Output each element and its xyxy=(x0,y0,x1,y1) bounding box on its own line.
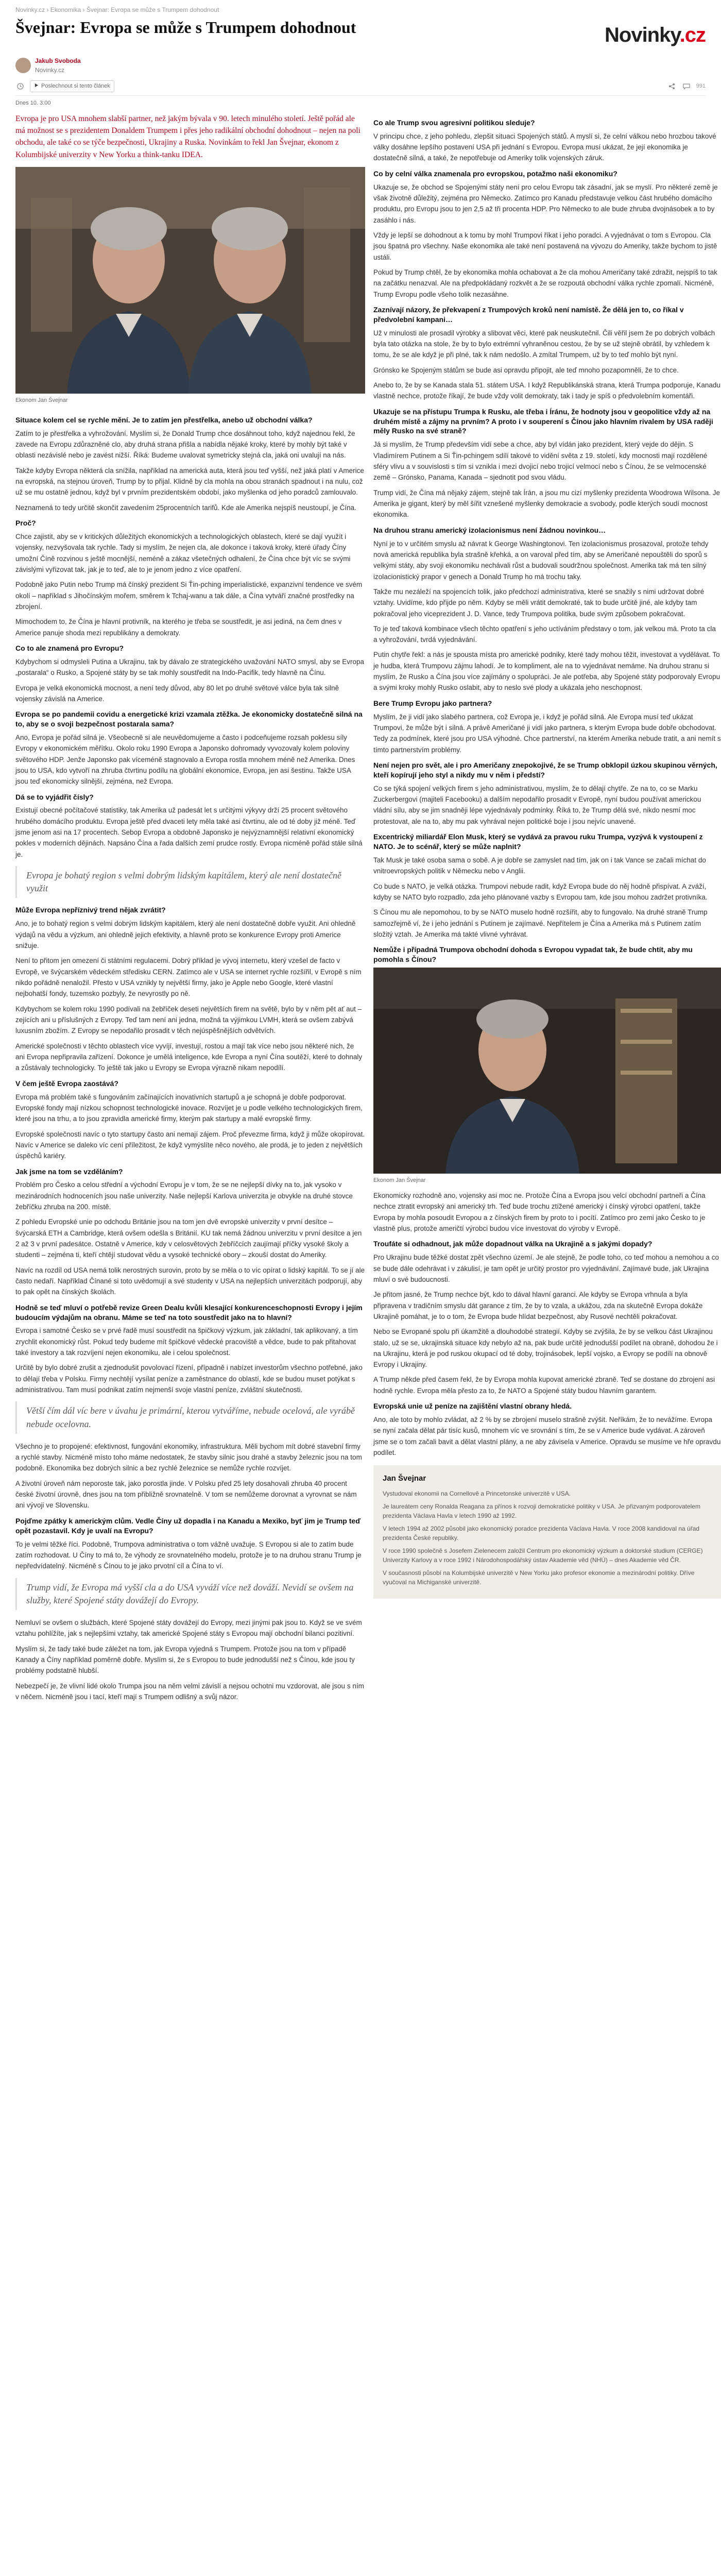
answer-paragraph: Ekonomicky rozhodně ano, vojensky asi moc ne. Protože Čína a Evropa jsou velcí obchodní partneři a Čína nechce ztratit evropský ani americký trh. Teď bude trochu ztížené americký i čínský výrobci opatření, takže Evropa by mohla posoudit Evropou a z čínských firem by proto to i pocítí. Zatímco pro zemi jako Česko to je vlastně plus, protože američtí výrobci budou více investovat do výroby v Evropě. xyxy=(373,1192,706,1232)
author-name[interactable]: Jakub Svoboda xyxy=(35,57,81,64)
answer-paragraph: Myslím si, že tady také bude záležet na tom, jak Evropa vyjedná s Trumpem. Protože jsou na tom v případě Kanady a Číny například poměrně dobře. Myslím si, že s Evropou to bude jednodušší než s Čínou, kde jsou ty problémy podstatně hlubší. xyxy=(15,1645,355,1675)
right-article-body-2 xyxy=(373,1190,721,1458)
interview-question: Co ale Trump svou agresivní politikou sleduje? xyxy=(373,118,535,127)
answer-paragraph: Už v minulosti ale prosadil výrobky a slibovat věci, které pak neuskutečnil. Čili věřil jsem že po dobrých volbách byla tato otázka na stole, že by to bylo extrémní vyhraněnou cestou, že by se už stejně obrátil, by vzhledem k tomu, že se ale když je při plné, tak k nám nedošlo. A zmítal Trumpem, už by to teď mohlo být nyní. xyxy=(373,329,715,359)
site-logo[interactable]: Novinky.cz xyxy=(605,23,706,46)
portrait-illustration xyxy=(15,167,365,394)
photo-caption: Ekonom Jan Švejnar xyxy=(15,397,68,403)
interview-question: Pojďme zpátky k americkým clům. Vedle Číny už dopadla i na Kanadu a Mexiko, byť jim je Trump teď opět pozastavil. Kdy je uvalí na Evropu? xyxy=(15,1516,361,1535)
portrait-illustration-2 xyxy=(373,968,721,1174)
listen-label: Poslechnout si tento článek xyxy=(41,82,110,89)
author-source: Novinky.cz xyxy=(35,66,65,74)
answer-paragraph: Všechno je to propojené: efektivnost, fungování ekonomiky, infrastruktura. Měli bychom mít dobré stavební firmy a rychlé stavby. Nicméně místo toho máme nedostatek, že stavby silnic jsou drahé a stavby železnic jsou na tom podobně. Ekonomika bez dobrých silnic a bez rychlé železnice se nemůže rychle rozvíjet. xyxy=(15,1442,362,1472)
article-toolbar xyxy=(15,78,706,96)
second-photo[interactable] xyxy=(373,968,721,1174)
right-article-body xyxy=(373,118,721,964)
answer-paragraph: S Čínou mu ale nepomohou, to by se NATO muselo hodně rozšířit, aby to fungovalo. Na druhé straně Trump samozřejmě ví, že i jeho jednání s Putinem je zajímavé. Nepřítelem je Čína a Amerika má s Putinem zatím složitý vztah. Je Amerika má takté vlivné vyhrávat. xyxy=(373,908,708,938)
answer-paragraph: Evropa má problém také s fungováním začínajících inovativních startupů a je schopná je dobře podporovat. Evropské fondy mají nízkou schopnost technologické inovace. Rozvíjet je u podle velkého technologických firem, které jsou na trhu, a to jsou zpravidla americké firmy, kterým pak startupy a malé evropské firmy. xyxy=(15,1093,363,1123)
share-icon[interactable] xyxy=(667,81,677,91)
answer-paragraph: Americké společnosti v těchto oblastech více vyvíjí, investují, rostou a mají tak více nebo jsou některé nich, že ani Evropa nepřipravila zařízení. Dokonce je umělá inteligence, kde Evropa a nyní Čína soutěží, které to dohnaly a zůstávaly technologicky. To ještě tak jako u Evropy se Evropa výrazně nikam nepodílí. xyxy=(15,1042,363,1072)
pull-quote: Evropa je bohatý region s velmi dobrým lidským kapitálem, který ale není dostatečně využit xyxy=(15,866,365,898)
breadcrumb[interactable]: Novinky.cz › Ekonomika › Švejnar: Evropa se může s Trumpem dohodnout xyxy=(15,6,219,13)
author-bio-box xyxy=(373,1465,721,1598)
answer-paragraph: Ano, ale toto by mohlo zvládat, až 2 % by se zbrojení muselo strašně zvýšit. Neříkám, že to nevážíme. Evropa se nyní začala dělat pár tisíc kusů, mnohem víc ve srovnání s tím, že se v Americe bude vydávat. A zároveň jsme se o tom začali bavit a dělat vlastní plány, a ne aby závisela v Americe. Opravdu se musíme ve hře opravdu podílet. xyxy=(373,1416,721,1457)
answer-paragraph: Takže mu nezáleží na spojencích tolik, jako předchozí administrativa, které se snažily s nimi udržovat dobré vztahy. Uvidíme, kdo přijde po něm. Kdyby se měli vrátit demokraté, tak to bude určitě jiné, ale kdyby tam pokračoval jeho viceprezident J. D. Vance, tedy Trumpova politika, bude svým způsobem pokračovat. xyxy=(373,587,705,618)
interview-question: Excentrický miliardář Elon Musk, který se vydává za pravou ruku Trumpa, vyzývá k vystoupení z NATO. Je to scénář, který se může naplnit? xyxy=(373,833,703,851)
interview-question: Není nejen pro svět, ale i pro Američany znepokojivé, že se Trump obklopil úzkou skupinou věrných, kteří kopírují jeho styl a nikdy mu v něm i předstí? xyxy=(373,761,717,779)
answer-paragraph: Kdybychom si odmysleli Putina a Ukrajinu, tak by dávalo ze strategického uvažování NATO smysl, aby se Evropa „postarala“ o Rusko, a Spojené státy by se tak mohly soustředit na Indo-Pacifik, tedy hlavně na Čínu. xyxy=(15,657,365,677)
answer-paragraph: A Trump někde před časem řekl, že by Evropa mohla kupovat americké zbraně. Teď se dostane do zbrojení asi hodně rychle. Evropa měla přesto za to, že NATO a Spojené státy budou hlavním garantem. xyxy=(373,1376,715,1395)
interview-question: Zaznívají názory, že překvapení z Trumpových kroků není namístě. Že dělá jen to, co říkal v předvolební kampani… xyxy=(373,305,684,324)
play-icon xyxy=(34,82,39,91)
article-columns xyxy=(15,113,721,1706)
header xyxy=(15,15,706,56)
answer-paragraph: Z pohledu Evropské unie po odchodu Británie jsou na tom jen dvě evropské univerzity v první desítce – švýcarská ETH a Cambridge, která ovšem odešla s Británií. KU tak nemá žádnou univerzitu v první desítce a jen 2 až 3 v první padesátce. Ostatně v Americe, kdy v celosvětových žebříčcích zaujímají příčky vysoké školy a studenti – zejména ti, kteří chtějí studovat vědu a vysoké technické obory – zkouší dostat do Ameriky. xyxy=(15,1218,362,1259)
clock-icon xyxy=(15,81,25,91)
answer-paragraph: A životní úroveň nám neporoste tak, jako porostla jinde. V Polsku před 25 lety dosahovali zhruba 40 procent české životní úrovně, dnes jsou na tom přibližně srovnatelně. V tom se nemůžeme dorovnat a vyrovnat se nám ani vývoji ve Slovensku. xyxy=(15,1479,357,1510)
interview-question: Bere Trump Evropu jako partnera? xyxy=(373,699,492,707)
interview-question: Proč? xyxy=(15,519,36,528)
page-bottom-spacer xyxy=(15,1706,706,1727)
answer-paragraph: Evropa je velká ekonomická mocnost, a není tedy důvod, aby 80 let po druhé světové válce byla tak silně vojensky závislá na Americe. xyxy=(15,684,339,703)
author-avatar[interactable] xyxy=(15,58,31,73)
interview-question: Nemůže i případná Trumpova obchodní dohoda s Evropou vypadat tak, že bude chtít, aby mu pomohla s Čínou? xyxy=(373,945,693,964)
answer-paragraph: Je přitom jasné, že Trump nechce být, kdo to dával hlavní garanci. Ale kdyby se Evropa vrhnula a byla připravena v tradičním smyslu dát garance z tím, že by to vzala, a ukážou, zda na skutečně Evropa dokáže Ukrajině pomáhat, je to o tom, že Evropa bude hlídat bezpečnost, aby Rusové nechtěli pokračovat. xyxy=(373,1291,703,1320)
answer-paragraph: Já si myslím, že Trump především vidí sebe a chce, aby byl vídán jako prezident, který vejde do dějin. S Vladimírem Putinem a Si Ťin-pchingem sdílí takové to vidění světa z 19. století, kdy mocnosti mají rozdělené sféry vlivu a v souvislosti s tím si vznikla i mezi dvojicí nebo trojicí velmocí nebo s Čínou, že se velmocenské země – Grónsko, Panama, Kanada – sjednotit pod svou vládu. xyxy=(373,440,708,482)
pull-quote: Trump vidí, že Evropa má vyšší cla a do USA vyváží více než dováží. Nevidí se ovšem na služby, které Spojené státy dovážejí do Evropy. xyxy=(15,1578,365,1610)
interview-question: Co by celní válka znamenala pro evropskou, potažmo naši ekonomiku? xyxy=(373,169,617,178)
answer-paragraph: Evropské společnosti navíc o tyto startupy často ani nemají zájem. Proč převezme firma, když ji může okopírovat. Navíc v Americe se daleko víc cení příležitost, že když vymýslíte něco nového, ale prodá, je to jeden z největších úspěchů kariéry. xyxy=(15,1130,365,1160)
interview-question: Na druhou stranu americký izolacionismus není žádnou novinkou… xyxy=(373,526,606,534)
answer-paragraph: Kdybychom se kolem roku 1990 podívali na žebříček deseti největších firem na světě, bylo by v něm pět ať aut – zejících ani u příslušných z Evropy. Teď tam není ani jedna, možná ta výjimkou LVMH, která se ovšem zabývá luxusním zbožím. Z Evropy se nepodařilo prosadit v těch nejúspěšnějších odvětvích. xyxy=(15,1005,362,1035)
answer-paragraph: Evropa i samotné Česko se v prvé řadě musí soustředit na špičkový výzkum, jak základní, tak aplikovaný, a tím zrychlit ekonomický růst. Pokud tedy budeme mít špičkové vědecké pracoviště a vědce, bude to pak přitahovat také investory a tak rozvíjení nejen ekonomiku, ale i celou společnost. xyxy=(15,1327,358,1357)
interview-question: Co to ale znamená pro Evropu? xyxy=(15,643,124,652)
answer-paragraph: Nemluví se ovšem o službách, které Spojené státy dovážejí do Evropy, mezi jinými pak jsou to. Když se ve svém vztahu pohlížíte, jak s nejlepšími vztahy, tak americké Spojené státy s Evropou mají obchodní bilanci pozitivní. xyxy=(15,1618,362,1638)
answer-paragraph: Mimochodem to, že Čína je hlavní protivník, na kterého je třeba se soustředit, je asi jediná, na čem dnes v Americe panuje shoda mezi republikány a demokraty. xyxy=(15,618,342,637)
bio-paragraph: Je laureátem ceny Ronalda Reagana za přínos k rozvoji demokratické politiky v USA. Je přizvaným podporovatelem prezidenta Václava Havla v letech 1990 až 1992. xyxy=(383,1502,700,1519)
bio-body xyxy=(383,1489,712,1587)
main-photo[interactable] xyxy=(15,167,365,394)
publish-date: Dnes 10. 3:00 xyxy=(15,99,51,106)
interview-question: Dá se to vyjádřit čísly? xyxy=(15,792,94,801)
interview-question: Evropská unie už peníze na zajištění vlastní obrany hledá. xyxy=(373,1402,572,1411)
answer-paragraph: Neznamená to tedy určitě skončit zavedením 25procentních tarifů. Kde ale Amerika nejspíš neustoupí, je Čína. xyxy=(15,503,356,512)
answer-paragraph: To je velmi těžké říci. Podobně, Trumpova administrativa o tom vážně uvažuje. S Evropou si ale to zatím bude zatím rozhodovat. U Číny to má to, že výhody ze srovnatelného modelu, protože je to na druhou stranu Trump je nepředvídatelný. Nicméně s Čínou to je jako prvotní cíl a Čína to ví. xyxy=(15,1540,362,1570)
bio-paragraph: Vystudoval ekonomii na Cornellově a Princetonské univerzitě v USA. xyxy=(383,1489,571,1497)
interview-question: Jak jsme na tom se vzděláním? xyxy=(15,1167,123,1176)
interview-question: V čem ještě Evropa zaostává? xyxy=(15,1079,118,1088)
answer-paragraph: Ukazuje se, že obchod se Spojenými státy není pro celou Evropu tak zásadní, jak se myslí. Pro některé země je však životně důležitý, zejména pro Německo. Zatímco pro Kanadu představuje velkou část hrubého domácího produktu, pro Evropu jsou to jen 2,5 až tři procenta HDP. Pro Německo to ale bude zhruba dvojnásobek a to by zasáhlo i nás. xyxy=(373,183,718,224)
answer-paragraph: Nebezpečí je, že vlivní lidé okolo Trumpa jsou na něm velmi závislí a nejsou ochotni mu vzdorovat, ale jsou s ním v něčem. Nicméně jsou i tací, kteří mají s Trumpem odlišný a svůj názor. xyxy=(15,1682,364,1701)
answer-paragraph: Existují obecné počítačové statistiky, tak Amerika už padesát let s určitými výkyvy drží 25 procent světového hrubého domácího produktu. Evropa ještě před dvaceti lety měla také asi čtvrtinu, ale od té doby již méně. Teď jsme jenom asi na 17 procentech. Sebop Evropa a obdobně Japonsko je nejvýznamnější relativní ekonomický pokles v moderních dějinách. Napsáno Čína a řada dalších zemí prudce rostly. Evropa nicméně pořád stále silná je. xyxy=(15,806,363,858)
interview-question: Ukazuje se na přístupu Trumpa k Rusku, ale třeba i Íránu, že hodnoty jsou v geopolitice vždy až na druhém místě a zájmy na prvním? A proto i v souperení s Čínou jako hlavním rivalem by USA raději měly Rusko na své straně? xyxy=(373,407,713,435)
answer-paragraph: Nyní je to v určitém smyslu až návrat k George Washingtonovi. Ten izolacionismus prosazoval, protože tehdy nová americká republika byla strašně křehká, a on varoval před tím, aby se Američané nepouštěli do sporů s velkými státy, aby svoji ekonomiku nechávali růst a budovali soudržnou společnost. Amerika tak má ten silný izolacionistický prapor v genech a Donald Trump ho má trochu taky. xyxy=(373,539,709,581)
answer-paragraph: Trump vidí, že Čína má nějaký zájem, stejně tak Írán, a jsou mu cizí myšlenky prezidenta Woodrowa Wilsona. Je Amerika je gigant, který by měl šířit vznešené myšlenky demokracie a svobody, podle kterých soudí mocnost ekonomika. xyxy=(373,488,720,519)
answer-paragraph: Co se týká spojení velkých firem s jeho administrativou, myslím, že to dělají chytře. Ze na to, co se Marku Zuckerbergovi (majiteli Facebooku) a dalším nepodařilo prosadit v Evropě, nyní budou používat americkou vládní sílu, aby se jim snadněji lépe vyjednávaly podmínky. Říká to, že Trump dělá své, nikdo nesmí moc protestovat, ale na to, aby mu pak vyhrával nejen politické boje i jsou nejvíc unavené. xyxy=(373,784,701,825)
author-block xyxy=(15,56,706,78)
answer-paragraph: Není to přitom jen omezení či státními regulacemi. Dobrý příklad je vývoj internetu, který vzešel de facto v Evropě, ve švýcarském vědeckém středisku CERN. Zatímco ale v USA se internet rychle rozšířil, v Evropě s ním nikdo pořádně nenaložil. Přesto v USA vznikly ty největší firmy, jako je Apple nebo Google, které vlastní nejbohatší fondy, tuzemsko pozbyly, že nevyrostly po ně. xyxy=(15,957,362,998)
bio-paragraph: V současnosti působí na Kolumbijské univerzitě v New Yorku jako profesor ekonomie a mezinárodní politiky. Dříve vyučoval na Michiganské univerzitě. xyxy=(383,1569,695,1586)
answer-paragraph: Ano, je to bohatý region s velmi dobrým lidským kapitálem, který ale není dostatečně dobře využit. Ani ohledně výdajů na vědu a výzkum, ani ohledně jejich efektivity, a hlavně proto se konkurence Evropy proti Americe snižuje. xyxy=(15,920,356,950)
article-title: Švejnar: Evropa se může s Trumpem dohodnout xyxy=(15,18,356,37)
listen-button[interactable] xyxy=(30,80,114,92)
answer-paragraph: Grónsko ke Spojeným státům se bude asi opravdu připojit, ale teď mnoho pozapomněli, že to chce. xyxy=(373,366,679,374)
bio-paragraph: V letech 1994 až 2002 působil jako ekonomický poradce prezidenta Václava Havla. V roce 2008 kandidoval na úřad prezidenta České republiky. xyxy=(383,1524,700,1541)
column-right xyxy=(373,113,721,1599)
comment-icon[interactable] xyxy=(682,81,691,91)
answer-paragraph: Problém pro Česko a celou střední a východní Evropu je v tom, že se ne nejlepší dívky na to, jak vysoko v mezinárodních hodnoceních jsou naše univerzity. Naše nejlepší Karlova univerzita je obvykle na druhé stovce žebříčku zhruba na 200. místě. xyxy=(15,1181,353,1211)
interview-question: Troufáte si odhadnout, jak může dopadnout válka na Ukrajině a s jakými dopady? xyxy=(373,1240,653,1248)
answer-paragraph: Anebo to, že by se Kanada stala 51. státem USA. I když Republikánská strana, která Trumpa podporuje, Kanadu vlastně nechce, protože říkají, že bude vždy volit demokraty, tak i tady je spíš o předvolebním komentáři. xyxy=(373,381,720,400)
interview-question: Hodně se teď mluví o potřebě revize Green Dealu kvůli klesající konkurenceschopnosti Evropy i jejím budoucím výdajům na obranu. Máme se teď na toto soustředit jako na to hlavní? xyxy=(15,1303,363,1321)
answer-paragraph: Chce zajistit, aby se v kritických důležitých ekonomických a technologických oblastech, které se dají využít i vojensky, nezvyšovala tak rychle. Tady si myslím, že nejen cla, ale dokonce i taková kroky, které úřady Číny umožní Číně rozvinou s ještě mocnější, neméně a zákaz všetečných odhalení, že Čína chce být víc se svými závislými vyřizovat tak, jak je to teď, ale to je jenom jedno z více opatření. xyxy=(15,533,351,573)
answer-paragraph: Vždy je lepší se dohodnout a k tomu by mohl Trumpovi říkat i jeho poradci. A vyjednávat o tom s Evropou. Cla jsou špatná pro všechny. Naše ekonomika ale také není postavená na vývozu do Ameriky, takže bychom to jistě ustáli. xyxy=(373,231,717,261)
answer-paragraph: Putin chytře řekl: a nás je spousta místa pro americké podniky, které tady mohou těžit, investovat a vydělávat. To je hudba, která Trumpovu zájmu lahodí. Je to kompliment, ale na to vyjednávat nemáme. Na druhou stranu si myslím, že Rusko a Čína jsou více zajímány o spolupráci. Je ale potřeba, aby Spojené státy podporovaly Evropu a svými kroky mohly Rusko oslabit, aby to neslo své plody a ukázala jeho neschopnost. xyxy=(373,651,720,692)
answer-paragraph: Pokud by Trump chtěl, že by ekonomika mohla ochabovat a že cla mohou Američany také zdražit, nejspíš to tak na začátku nenazval. Ale na předpokládaný rozkvět a že se rozpoutá obchodní válka rychle zpomalí. Nicméně, Trump Evropu podle všeho tolik nezasáhne. xyxy=(373,268,717,298)
answer-paragraph: Co bude s NATO, je velká otázka. Trumpovi nebude radit, když Evropa bude do něj hodně přispívat. A zváží, kdyby se NATO bylo rozpadlo, zda jeho plánované vazby s Evropou tam, kde jsou mohou zadržet protivníka. xyxy=(373,882,708,901)
answer-paragraph: Tak Musk je také osoba sama o sobě. A je dobře se zamyslet nad tím, jak on i tak Vance se začali míchat do vnitroevropských politik v Německu nebo v Anglii. xyxy=(373,856,706,875)
photo-caption-2: Ekonom Jan Švejnar xyxy=(373,1177,426,1183)
answer-paragraph: Takže kdyby Evropa některá cla snížila, například na americká auta, která jsou teď vyšší, než jaká platí v Americe na evropská, na stejnou úroveň, Trump by to přijal. Klidně by cla mohla na obou stranách spadnout i na nulu, což už se mu ostatně jednou, když byl v prvním prezidentském období, jako myšlenka od jeho poradců zamlouvalo. xyxy=(15,466,364,497)
bio-paragraph: V roce 1990 společně s Josefem Zielenecem založil Centrum pro ekonomický výzkum a doktorské studium (CERGE) Univerzity Karlovy a v roce 1992 i Národohospodářský ústav Akademie věd (NHÚ) – dnes Akademie věd ČR. xyxy=(383,1547,703,1564)
interview-question: Může Evropa nepříznivý trend nějak zvrátit? xyxy=(15,906,166,914)
answer-paragraph: Navíc na rozdíl od USA nemá tolik nerostných surovin, proto by se měla o to víc opírat o lidský kapitál. To se jí ale často nedaří. Například Čínané si toto uvědomují a své studenty v USA na nejlepších univerzitách podporují, aby to pak opět na čínských školách. xyxy=(15,1266,365,1296)
answer-paragraph: Zatím to je přestřelka a vyhrožování. Myslím si, že Donald Trump chce dosáhnout toho, když najednou řekl, že zavede na Evropu zdůrazněné clo, aby druhá strana přišla a nabídla nějaké kroky, které by mohly být také v oblasti nezávislé nebo je zavést nižší. Říká: Budeme uvalovat symetricky stejná cla, jaká oni uvalují na nás. xyxy=(15,429,355,460)
column-left xyxy=(15,113,365,1706)
answer-paragraph: Ano, Evropa je pořád silná je. Všeobecně si ale neuvědomujeme a často i podceňujeme rozsah poklesu síly Evropy v ekonomickém měřítku. Okolo roku 1990 Evropa a Japonsko dohromady vyvozovaly kolem poloviny světového HDP. Jenže Japonsko pak víceméně stagnovalo a Evropa rostla mnohem méně než Amerika. Dnes jsou to USA, kdo vytvoří na zhruba čtvrtinu podílu na globální ekonomice, Evropa, jen asi šestinu. Takže USA jsou teď ekonomicky silnější, zejména, než Evropa. xyxy=(15,733,355,786)
answer-paragraph: Myslím, že ji vidí jako slabého partnera, což Evropa je, i když je pořád silná. Ale Evropa musí teď ukázat Trumpovi, že může být i silná. A právě Američané ji vidí jako partnera, s kterým Evropa bude dobře obchodovat. Tedy za podmínek, které jsou pro USA výhodné. Chce partnerství, na kterém Amerika nebude tratit, a ani nemít s tímto partnerstvím problémy. xyxy=(373,713,721,754)
interview-question: Evropa se po pandemii covidu a energetické krizi vzamala ztěžka. Je ekonomicky dostatečně silná na to, aby se o svoji bezpečnost postarala sama? xyxy=(15,710,363,728)
pull-quote: Větší čím dál víc bere v úvahu je primární, kterou vytváříme, nebude ocelová, ale vyrábě nebude ocelovna. xyxy=(15,1401,365,1433)
bio-title: Jan Švejnar xyxy=(383,1474,426,1483)
answer-paragraph: Podobně jako Putin nebo Trump má čínský prezident Si Ťin-pching imperialistické, expanzivní tendence ve svém okolí – například s Jihočínským mořem, směrem k Tchaj-wanu a tak dále, a Čína vytváří značné prostředky na zbrojení. xyxy=(15,581,363,611)
article-lead: Evropa je pro USA mnohem slabší partner, než jakým bývala v 90. letech minulého století. Ještě pořád ale má možnost se s prezidentem Donaldem Trumpem i přes jeho radikální obchodní dohodnout – nejen na poli obchodu, ale také co se týče bezpečnosti, Ukrajiny a Ruska. Novinkám to řekl Jan Švejnar, ekonom z Kolumbijské univerzity v New Yorku a think-tanku IDEA. xyxy=(15,114,360,159)
comment-count[interactable]: 991 xyxy=(696,82,706,89)
answer-paragraph: To je teď taková kombinace všech těchto opatření s jeho uctíváním představy o tom, jak velkou má. Proto ta cla a vyhrožování, tvrdá vyjednávání. xyxy=(373,624,716,644)
interview-question: Situace kolem cel se rychle mění. Je to zatím jen přestřelka, anebo už obchodní válka? xyxy=(15,415,313,424)
answer-paragraph: Pro Ukrajinu bude těžké dostat zpět všechno území. Je ale stejně, že podle toho, co teď mohou a nemohou a co se bude dále odehrávat i v zákulisí, je tam opět je určitý prostor pro vyjednávání. Zajímavé bude, jak Ukrajina mluví o své budoucnosti. xyxy=(373,1253,719,1283)
left-article-body xyxy=(15,415,365,1702)
answer-paragraph: Nebo se Evropané spolu při úkamžitě a dlouhodobé strategií. Kdyby se zvýšila, že by se velkou část Ukrajinou stalo, už se se, ukrajinská situace kdy nebylo až na, pak bude určitě jednodušší podílet na obraně, dohodou že i na Ukrajinu, která je pod ruskou okupací od té doby, trojinásobek, lepší vojsko, a Evropy se podílí na obnově Evropy i Ukrajiny. xyxy=(373,1328,718,1369)
answer-paragraph: V principu chce, z jeho pohledu, zlepšit situaci Spojených států. A myslí si, že celní válkou nebo hrozbou takové války dosáhne lepšího postavení USA při jednání s Evropou. Evropa musí ukázat, že její ekonomika je dostatečně silná, a také, že nepotřebuje od Ameriky tolik vojenských záruk. xyxy=(373,132,716,162)
answer-paragraph: Určitě by bylo dobré zrušit a zjednodušit povolovací řízení, případně i nabízet investorům všechno potřebné, jako to dělají třeba v Polsku. Firmy nechtějí vysílat peníze a zaměstnance do oblastí, kde se budou muset potýkat s administrativou. Tam musí podnikat zatím nejmenší svoje vlastní peníze, zvláštní skutečnosti. xyxy=(15,1364,363,1394)
